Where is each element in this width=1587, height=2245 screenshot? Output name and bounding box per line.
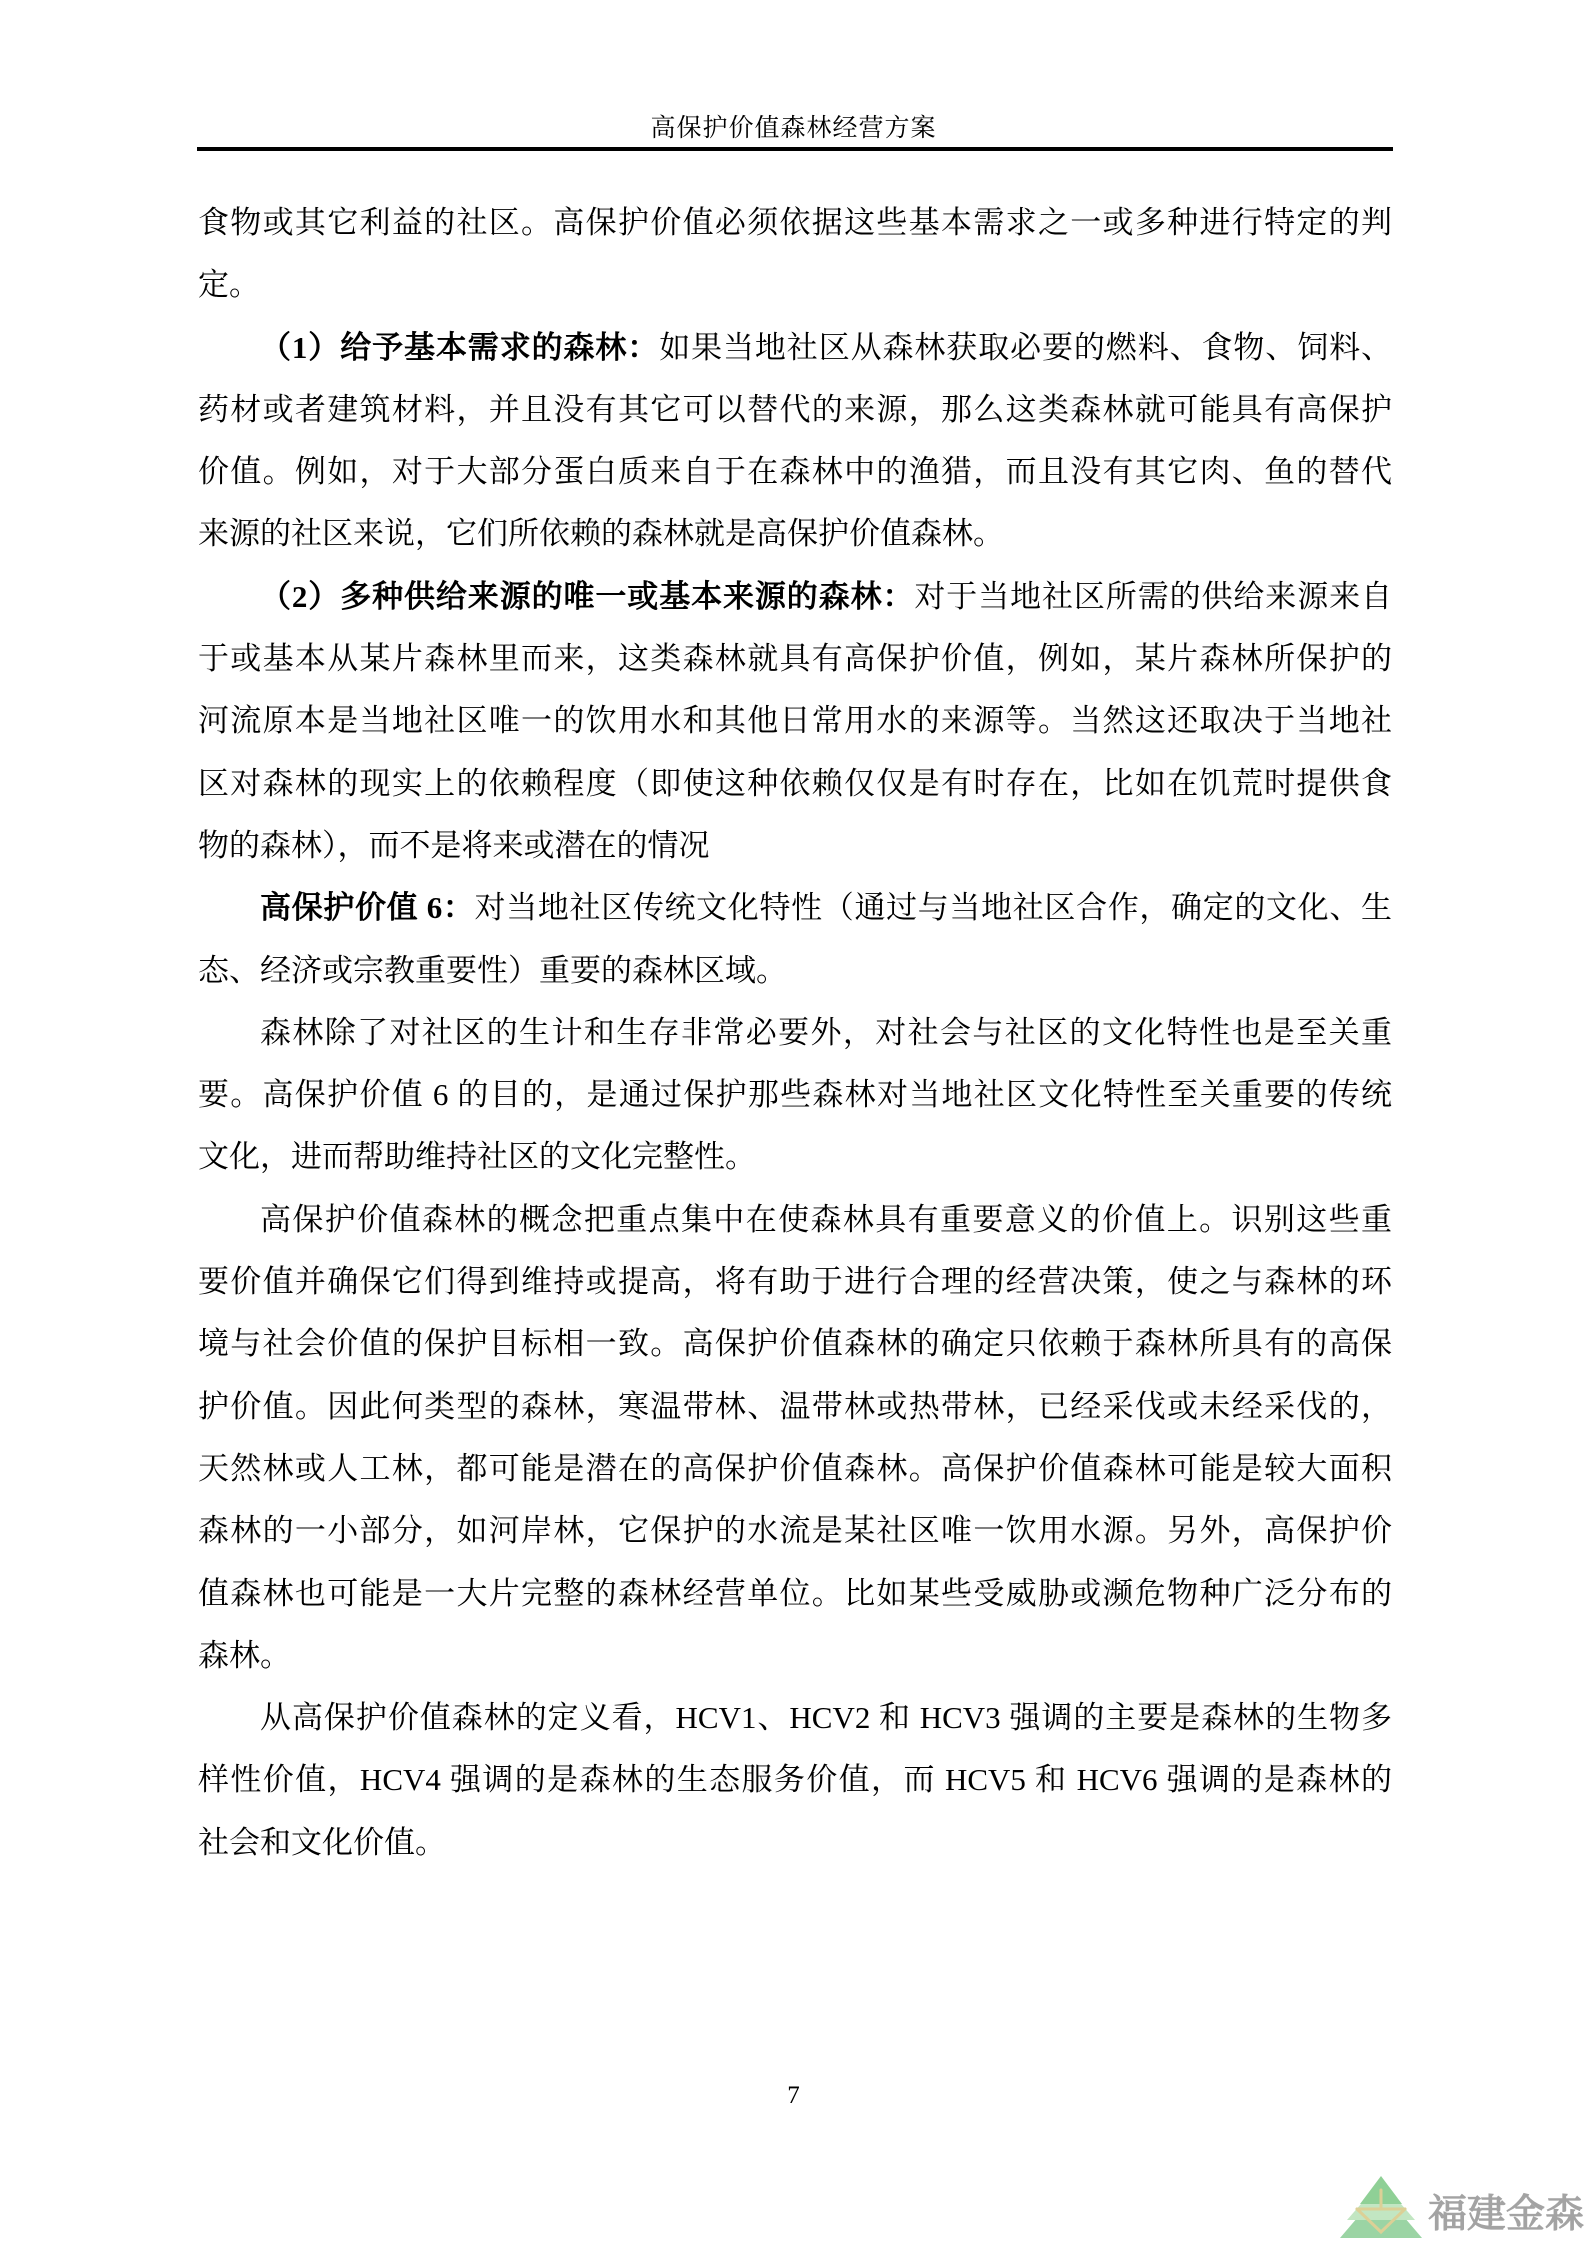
bold-lead: （1）给予基本需求的森林： (260, 329, 660, 365)
document-body (198, 192, 1392, 1874)
text-line: 高保护价值森林的概念把重点集中在使森林具有重要意义的价值上。识别这些重 (260, 1201, 1392, 1237)
text-line: 态、经济或宗教重要性）重要的森林区域。 (198, 952, 787, 988)
text-line: 森林除了对社区的生计和生存非常必要外，对社会与社区的文化特性也是至关重 (260, 1014, 1392, 1050)
paragraph (198, 192, 1392, 317)
page-header-title: 高保护价值森林经营方案 (650, 115, 937, 142)
text-line: 护价值。因此何类型的森林，寒温带林、温带林或热带林，已经采伐或未经采伐的， (198, 1388, 1392, 1424)
bold-lead: （2）多种供给来源的唯一或基本来源的森林： (260, 578, 915, 614)
paragraph (198, 317, 1392, 566)
company-logo (1340, 2176, 1584, 2238)
text-line: 要。高保护价值 6 的目的，是通过保护那些森林对当地社区文化特性至关重要的传统 (198, 1077, 1392, 1113)
text-line: 森林的一小部分，如河岸林，它保护的水流是某社区唯一饮用水源。另外，高保护价 (198, 1513, 1392, 1549)
text-line: 物的森林），而不是将来或潜在的情况 (198, 827, 710, 863)
text-line: 值森林也可能是一大片完整的森林经营单位。比如某些受威胁或濒危物种广泛分布的 (198, 1575, 1392, 1611)
text-line: 药材或者建筑材料，并且没有其它可以替代的来源，那么这类森林就可能具有高保护 (198, 391, 1392, 427)
text-line: 样性价值，HCV4 强调的是森林的生态服务价值，而 HCV5 和 HCV6 强调的是森林的 (198, 1762, 1392, 1798)
text-line: 价值。例如，对于大部分蛋白质来自于在森林中的渔猎，而且没有其它肉、鱼的替代 (198, 454, 1392, 490)
text-line: 社会和文化价值。 (198, 1824, 446, 1860)
paragraph (198, 566, 1392, 877)
paragraph (198, 1687, 1392, 1874)
paragraph (198, 1189, 1392, 1687)
bold-lead: 高保护价值 6： (260, 890, 475, 926)
paragraph (198, 877, 1392, 1002)
text-line: 河流原本是当地社区唯一的饮用水和其他日常用水的来源等。当然这还取决于当地社 (198, 703, 1392, 739)
text-line: 食物或其它利益的社区。高保护价值必须依据这些基本需求之一或多种进行特定的判 (198, 205, 1392, 240)
text-line: 区对森林的现实上的依赖程度（即使这种依赖仅仅是有时存在，比如在饥荒时提供食 (198, 765, 1392, 801)
text-line: 森林。 (198, 1637, 291, 1673)
text-line: （1）给予基本需求的森林：如果当地社区从森林获取必要的燃料、食物、饲料、 (260, 329, 1393, 365)
text-line: （2）多种供给来源的唯一或基本来源的森林：对于当地社区所需的供给来源来自 (260, 578, 1393, 614)
text-line: 境与社会价值的保护目标相一致。高保护价值森林的确定只依赖于森林所具有的高保 (198, 1326, 1392, 1362)
text-line: 于或基本从某片森林里而来，这类森林就具有高保护价值，例如，某片森林所保护的 (198, 641, 1392, 677)
text-line: 天然林或人工林，都可能是潜在的高保护价值森林。高保护价值森林可能是较大面积 (198, 1450, 1392, 1486)
text-line: 从高保护价值森林的定义看，HCV1、HCV2 和 HCV3 强调的主要是森林的生物多 (260, 1700, 1392, 1736)
pine-tree-icon (1340, 2176, 1422, 2238)
text-line: 文化，进而帮助维持社区的文化完整性。 (198, 1139, 756, 1175)
text-line: 高保护价值 6：对当地社区传统文化特性（通过与当地社区合作，确定的文化、生 (260, 890, 1393, 926)
text-line: 来源的社区来说，它们所依赖的森林就是高保护价值森林。 (198, 516, 1004, 552)
header-rule (197, 147, 1393, 151)
text-line: 要价值并确保它们得到维持或提高，将有助于进行合理的经营决策，使之与森林的环 (198, 1264, 1392, 1300)
logo-text: 福建金森 (1428, 2193, 1585, 2236)
page-number: 7 (787, 2082, 800, 2109)
text-line: 定。 (198, 267, 260, 303)
paragraph (198, 1002, 1392, 1189)
